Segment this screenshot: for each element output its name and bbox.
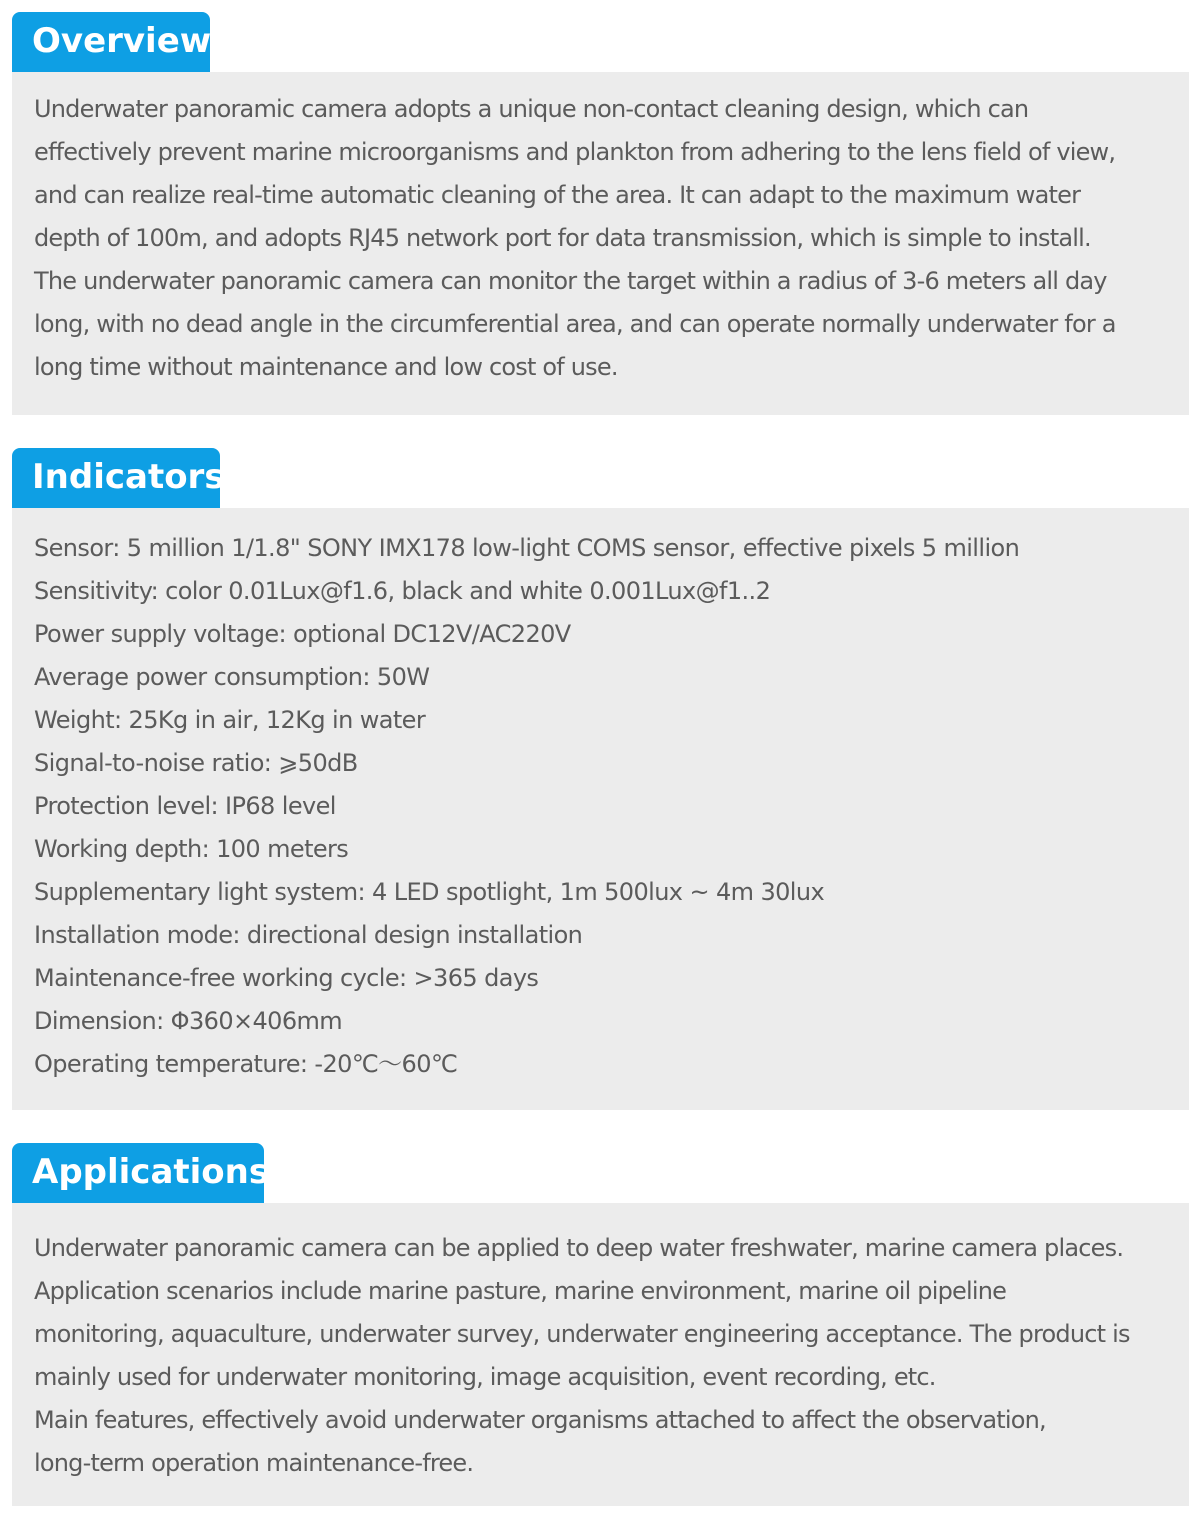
overview-paragraph bbox=[34, 88, 1167, 389]
spec-list bbox=[34, 527, 1167, 1086]
overview-heading: Overview bbox=[12, 12, 210, 72]
overview-line: long time without maintenance and low cost of use. bbox=[34, 353, 618, 381]
overview-panel bbox=[12, 72, 1189, 415]
applications-heading: Applications bbox=[12, 1143, 264, 1203]
spec-dimension: Dimension: Φ360×406mm bbox=[34, 1007, 343, 1035]
spec-working-depth: Working depth: 100 meters bbox=[34, 835, 349, 863]
applications-line: Application scenarios include marine pasture, marine environment, marine oil pipeline bbox=[34, 1277, 1007, 1305]
spec-sensitivity: Sensitivity: color 0.01Lux@f1.6, black and white 0.001Lux@f1..2 bbox=[34, 577, 771, 605]
overview-line: effectively prevent marine microorganisms and plankton from adhering to the lens field of view, bbox=[34, 138, 1116, 166]
spec-installation-mode: Installation mode: directional design installation bbox=[34, 921, 583, 949]
applications-line: Main features, effectively avoid underwater organisms attached to affect the observation, bbox=[34, 1406, 1046, 1434]
overview-line: and can realize real-time automatic cleaning of the area. It can adapt to the maximum water bbox=[34, 181, 1081, 209]
spec-power-supply: Power supply voltage: optional DC12V/AC220V bbox=[34, 620, 571, 648]
spec-maintenance-cycle: Maintenance-free working cycle: >365 days bbox=[34, 964, 539, 992]
overview-line: depth of 100m, and adopts RJ45 network port for data transmission, which is simple to install. bbox=[34, 224, 1091, 252]
applications-line: Underwater panoramic camera can be applied to deep water freshwater, marine camera places. bbox=[34, 1234, 1124, 1262]
indicators-panel bbox=[12, 508, 1189, 1110]
spec-power-consumption: Average power consumption: 50W bbox=[34, 663, 430, 691]
applications-line: mainly used for underwater monitoring, image acquisition, event recording, etc. bbox=[34, 1363, 936, 1391]
spec-snr: Signal-to-noise ratio: ⩾50dB bbox=[34, 749, 358, 777]
applications-paragraph bbox=[34, 1227, 1167, 1485]
applications-line: monitoring, aquaculture, underwater survey, underwater engineering acceptance. The product is bbox=[34, 1320, 1130, 1348]
overview-line: long, with no dead angle in the circumferential area, and can operate normally underwater for a bbox=[34, 310, 1116, 338]
overview-line: The underwater panoramic camera can monitor the target within a radius of 3-6 meters all day bbox=[34, 267, 1107, 295]
applications-line: long-term operation maintenance-free. bbox=[34, 1449, 474, 1477]
spec-protection-level: Protection level: IP68 level bbox=[34, 792, 336, 820]
indicators-heading: Indicators bbox=[12, 448, 220, 508]
spec-light-system: Supplementary light system: 4 LED spotlight, 1m 500lux ~ 4m 30lux bbox=[34, 878, 825, 906]
spec-weight: Weight: 25Kg in air, 12Kg in water bbox=[34, 706, 426, 734]
spec-operating-temperature: Operating temperature: -20℃～60℃ bbox=[34, 1050, 458, 1078]
spec-sensor: Sensor: 5 million 1/1.8" SONY IMX178 low-light COMS sensor, effective pixels 5 million bbox=[34, 534, 1020, 562]
applications-panel bbox=[12, 1203, 1189, 1506]
overview-line: Underwater panoramic camera adopts a unique non-contact cleaning design, which can bbox=[34, 95, 1029, 123]
